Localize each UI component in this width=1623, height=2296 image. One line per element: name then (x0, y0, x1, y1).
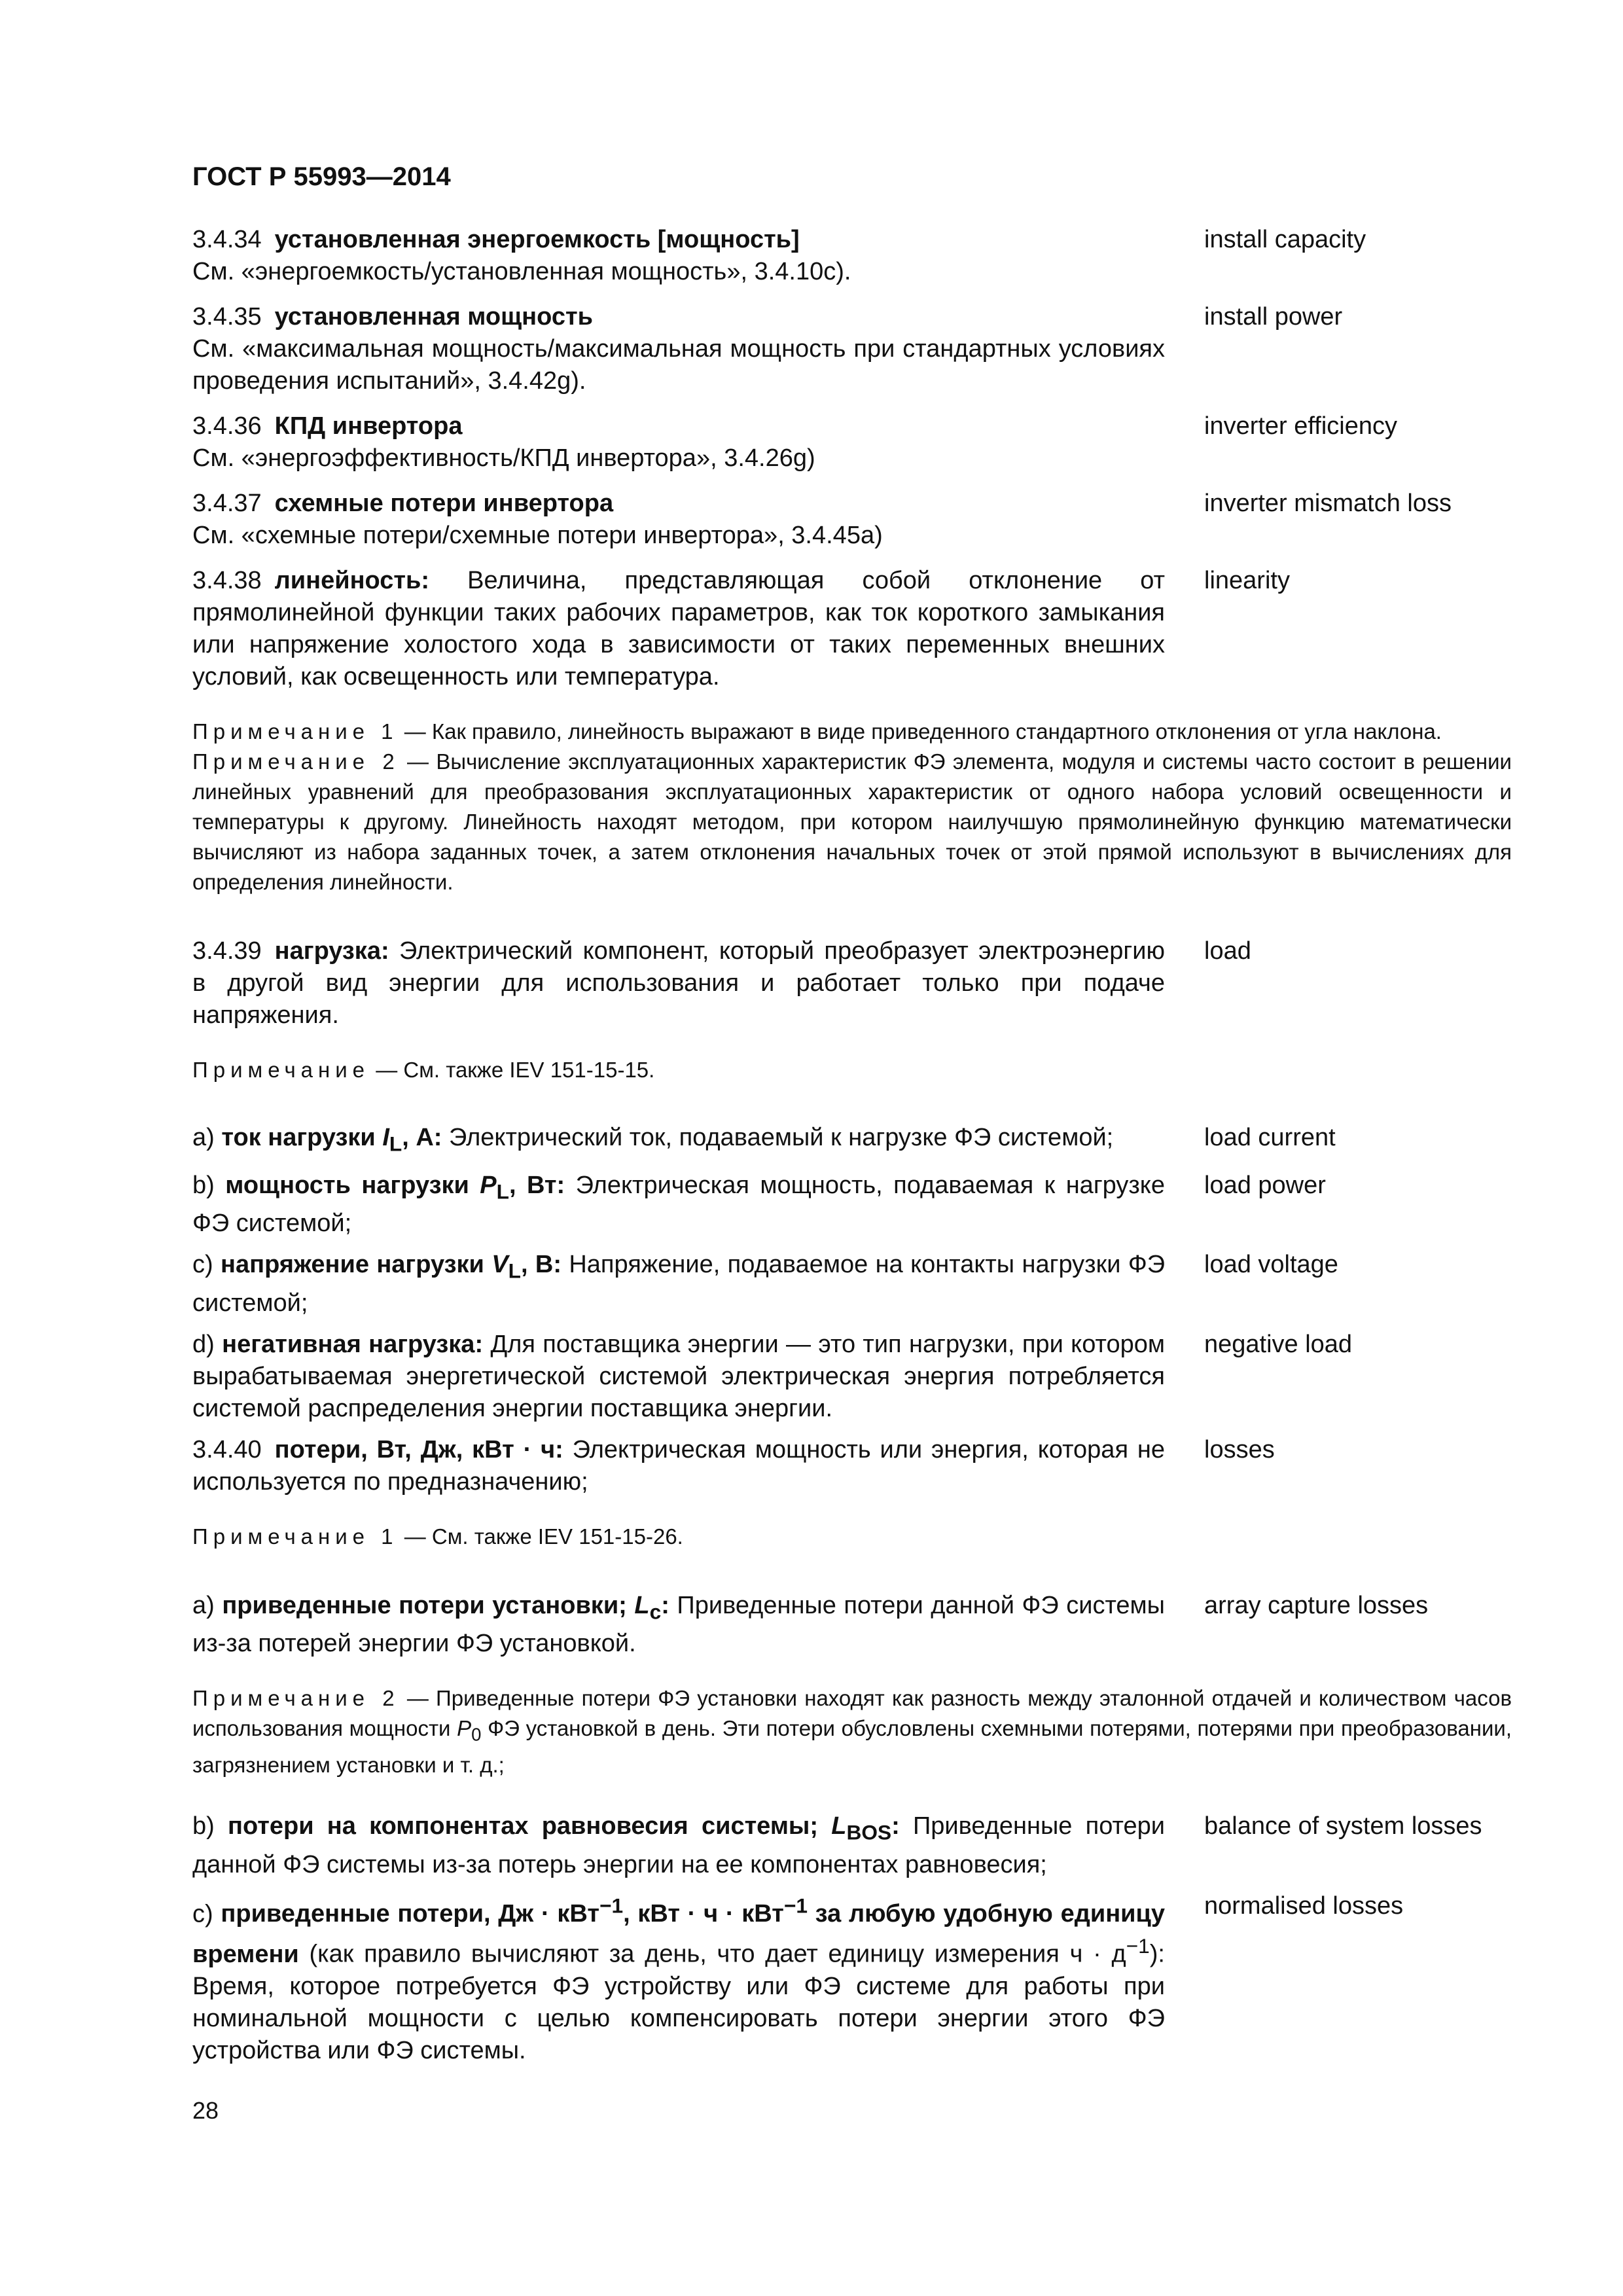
note-label: Примечание (192, 1058, 370, 1082)
load-item-b (192, 1170, 1512, 1240)
entry-term: установленная мощность (274, 303, 593, 331)
entry-text: См. «схемные потери/схемные потери инвертора», 3.4.45a) (192, 522, 883, 549)
note-symbol: P (457, 1716, 472, 1741)
note-label: Примечание 1 (192, 719, 399, 744)
item-text: Напряжение, подаваемое на контакты нагрузки ФЭ системой; (192, 1251, 1166, 1317)
note-text: — Как правило, линейность выражают в виде приведенного стандартного отклонения от угла наклона. (404, 719, 1442, 744)
item-letter: d) (192, 1330, 215, 1358)
item-term: приведенные потери установки; (222, 1591, 627, 1619)
entry-text: Величина, представляющая собой отклонение от прямолинейной функции таких рабочих параметров, как ток короткого замыкания или напряжение холостого хода в зависимости от таких переменных внешних условий, как освещенность или температура. (192, 567, 1165, 691)
note-text-continued: ФЭ установкой в день. Эти потери обусловлены схемными потерями, потерями при преобразовании, загрязнением установки и т. д.; (192, 1716, 1512, 1777)
item-unit: , Вт: (508, 1171, 565, 1199)
item-letter: c) (192, 1251, 213, 1279)
note-label: Примечание 2 (192, 1686, 400, 1711)
english-term: inverter efficiency (1204, 412, 1397, 440)
item-unit: , А: (402, 1124, 442, 1151)
english-term: balance of system losses (1204, 1812, 1482, 1840)
english-term: inverter mismatch loss (1204, 490, 1452, 517)
item-superscript: −1 (1126, 1934, 1150, 1958)
item-subscript: L (496, 1179, 509, 1204)
entry-text: Электрический компонент, который преобразует электроэнергию в другой вид энергии для использования и работает только при подаче напряжения. (192, 937, 1165, 1029)
term-entry-3-4-36 (192, 410, 1512, 475)
item-text: Приведенные потери данной ФЭ системы из-за потерь энергии на ее компонентах равновесия; (192, 1812, 1165, 1878)
note-text: — См. также IEV 151-15-26. (404, 1524, 683, 1549)
item-letter: b) (192, 1171, 215, 1199)
item-term: ток нагрузки (221, 1124, 376, 1151)
item-text-continued: ): Время, которое потребуется ФЭ устройству или ФЭ системе для работы при номинальной мощности с целью компенсировать потери энергии этого ФЭ устройства или ФЭ системы. (192, 1940, 1165, 2064)
item-subscript: L (389, 1132, 402, 1156)
item-unit: : (891, 1812, 900, 1840)
item-term: негативная нагрузка: (222, 1330, 484, 1358)
item-superscript: −1 (783, 1893, 808, 1918)
entry-number: 3.4.34 (192, 226, 262, 253)
entry-text: См. «энергоемкость/установленная мощность», 3.4.10c). (192, 258, 851, 285)
item-text: (как правило вычисляют за день, что дает единицу измерения ч · д (298, 1940, 1126, 1968)
item-text: Для поставщика энергии — это тип нагрузки, при котором вырабатываемая энергетической системой электрическая энергия потребляется системой распределения энергии поставщика энергии. (192, 1330, 1166, 1422)
item-subscript: L (508, 1259, 521, 1283)
english-term: array capture losses (1204, 1591, 1429, 1619)
entry-text: Электрическая мощность или энергия, которая не используется по предназначению; (192, 1435, 1165, 1496)
note-text: — Приведенные потери ФЭ установки находят как разность между эталонной отдачей и количеством часов использования мощности (192, 1686, 1512, 1741)
term-entry-3-4-40 (192, 1434, 1512, 1498)
term-entry-3-4-38 (192, 565, 1512, 693)
term-entry-3-4-39 (192, 935, 1512, 1031)
note-text: — См. также IEV 151-15-15. (376, 1058, 655, 1082)
item-symbol: V (491, 1251, 508, 1279)
note-label: Примечание 1 (192, 1524, 399, 1549)
note-3-4-38-1 (192, 717, 1512, 747)
entry-text: См. «максимальная мощность/максимальная мощность при стандартных условиях проведения испытаний», 3.4.42g). (192, 335, 1165, 395)
item-letter: c) (192, 1900, 213, 1928)
english-term: linearity (1204, 567, 1290, 594)
note-3-4-40-2 (192, 1683, 1512, 1780)
losses-item-c (192, 1890, 1512, 2067)
item-unit: : (661, 1591, 669, 1619)
item-term: напряжение нагрузки (221, 1251, 484, 1279)
english-term: losses (1204, 1435, 1275, 1463)
entry-number: 3.4.37 (192, 490, 262, 517)
entry-number: 3.4.39 (192, 937, 262, 965)
item-letter: a) (192, 1591, 215, 1619)
entry-term: потери, Вт, Дж, кВт · ч: (274, 1435, 563, 1463)
load-item-d (192, 1329, 1512, 1425)
entry-term: линейность: (274, 567, 430, 594)
note-subscript: 0 (471, 1724, 482, 1745)
entry-number: 3.4.35 (192, 303, 262, 331)
item-symbol: L (831, 1812, 847, 1840)
item-symbol: P (480, 1171, 497, 1199)
document-body (192, 224, 1512, 2067)
entry-term: схемные потери инвертора (274, 490, 614, 517)
english-term: load (1204, 937, 1251, 965)
term-entry-3-4-35 (192, 301, 1512, 397)
entry-term: КПД инвертора (274, 412, 463, 440)
item-subscript: c (649, 1600, 662, 1624)
english-term: install power (1204, 303, 1343, 331)
term-entry-3-4-37 (192, 488, 1512, 552)
page-number: 28 (192, 2097, 219, 2124)
item-letter: a) (192, 1124, 215, 1151)
english-term: normalised losses (1204, 1892, 1404, 1920)
item-term-continued: , кВт · ч · кВт (623, 1900, 784, 1928)
item-symbol: L (634, 1591, 650, 1619)
english-term: install capacity (1204, 226, 1366, 253)
note-label: Примечание 2 (192, 749, 400, 774)
item-text: Электрический ток, подаваемый к нагрузке ФЭ системой; (449, 1124, 1114, 1151)
item-text: Электрическая мощность, подаваемая к нагрузке ФЭ системой; (192, 1171, 1165, 1238)
entry-term: установленная энергоемкость [мощность] (274, 226, 800, 253)
load-item-a (192, 1122, 1512, 1160)
losses-item-b (192, 1810, 1512, 1881)
entry-term: нагрузка: (274, 937, 389, 965)
item-term-end: за любую удобную единицу времени (192, 1900, 1166, 1968)
document-header: ГОСТ Р 55993—2014 (192, 162, 451, 191)
entry-number: 3.4.36 (192, 412, 262, 440)
english-term: negative load (1204, 1330, 1353, 1358)
item-symbol: I (382, 1124, 389, 1151)
item-text: Приведенные потери данной ФЭ системы из-за потерей энергии ФЭ установкой. (192, 1591, 1165, 1658)
note-3-4-38-2 (192, 747, 1512, 897)
note-text: — Вычисление эксплуатационных характеристик ФЭ элемента, модуля и системы часто состоит в решении линейных уравнений для преобразования эксплуатационных характеристик от одного набора условий освещенности и температуры к другому. Линейность находят методом, при котором наилучшую прямолинейную функцию математически вычисляют из набора заданных точек, а затем отклонения начальных точек от этой прямой используют в вычислениях для определения линейности. (192, 749, 1512, 894)
item-term: приведенные потери, Дж · кВт (221, 1900, 599, 1928)
entry-number: 3.4.40 (192, 1435, 262, 1463)
english-term: load current (1204, 1124, 1336, 1151)
entry-text: См. «энергоэффективность/КПД инвертора», 3.4.26g) (192, 444, 815, 472)
load-item-c (192, 1249, 1512, 1319)
item-letter: b) (192, 1812, 215, 1840)
item-superscript: −1 (599, 1893, 624, 1918)
term-entry-3-4-34 (192, 224, 1512, 288)
item-unit: , В: (520, 1251, 562, 1279)
item-term: мощность нагрузки (225, 1171, 469, 1199)
item-term: потери на компонентах равновесия системы; (228, 1812, 819, 1840)
note-3-4-40-1 (192, 1522, 1512, 1552)
item-subscript: BOS (846, 1820, 892, 1844)
english-term: load voltage (1204, 1251, 1338, 1279)
english-term: load power (1204, 1171, 1326, 1199)
note-3-4-39 (192, 1055, 1512, 1085)
losses-item-a (192, 1590, 1512, 1660)
entry-number: 3.4.38 (192, 567, 262, 594)
